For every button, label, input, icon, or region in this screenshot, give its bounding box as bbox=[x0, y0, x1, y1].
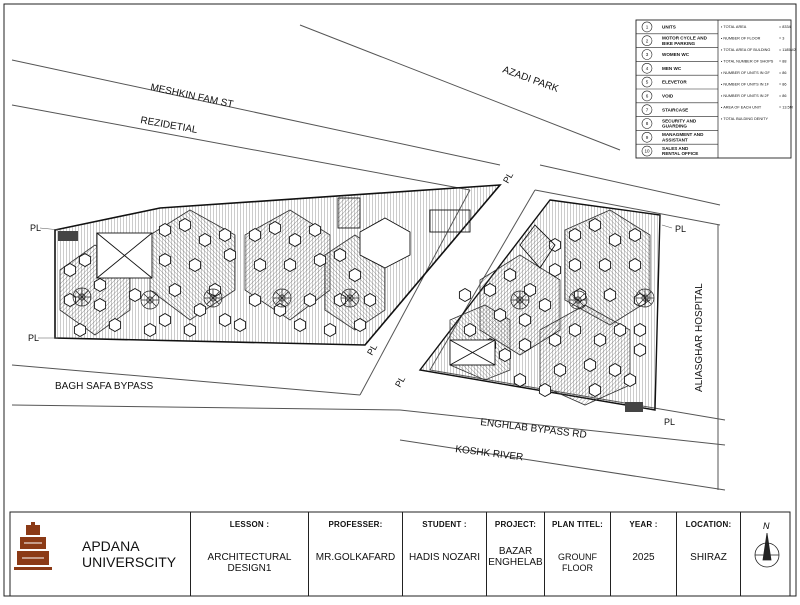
shop-unit bbox=[304, 294, 315, 307]
shop-unit bbox=[504, 269, 515, 282]
shop-unit bbox=[609, 234, 620, 247]
project-value: BAZAR ENGHELAB bbox=[488, 546, 543, 568]
stat-value: = 3 bbox=[779, 36, 785, 41]
shop-unit bbox=[334, 249, 345, 262]
legend-label: BIKE PARKING bbox=[662, 40, 696, 46]
azadi-park-label: AZADI PARK bbox=[500, 64, 560, 95]
legend-number: 6 bbox=[645, 93, 649, 99]
shop-unit bbox=[499, 349, 510, 362]
shop-unit bbox=[569, 324, 580, 337]
shop-unit bbox=[519, 339, 530, 352]
year-label: YEAR : bbox=[629, 520, 658, 529]
rezidetial-label: REZIDETIAL bbox=[139, 115, 199, 136]
pl-mark: PL bbox=[675, 224, 687, 234]
stat-value: = 86 bbox=[779, 94, 787, 98]
legend-label: GUARDING bbox=[662, 123, 688, 129]
student-value: HADIS NOZARI bbox=[408, 552, 481, 563]
shop-unit bbox=[514, 374, 525, 387]
enghlab-label: ENGHLAB BYPASS RD bbox=[479, 417, 588, 442]
shop-unit bbox=[169, 284, 180, 297]
shop-unit bbox=[604, 289, 615, 302]
title-block-lesson bbox=[190, 512, 308, 596]
shop-unit bbox=[629, 259, 640, 272]
shop-unit bbox=[294, 319, 305, 332]
title-block-location bbox=[676, 512, 740, 596]
shop-unit bbox=[79, 254, 90, 267]
stat-label: ▪ TOTAL NUMBER OF SHOPS bbox=[721, 59, 774, 64]
stat-value: = 1185M2 bbox=[779, 48, 796, 52]
shop-unit bbox=[524, 284, 535, 297]
legend-number: 4 bbox=[645, 65, 649, 71]
legend-label: RENTAL OFFICE bbox=[662, 151, 699, 157]
stat-label: ▪ NUMBER OF UNITS IN 1F bbox=[721, 82, 769, 87]
legend-number: 3 bbox=[645, 52, 649, 58]
shop-unit bbox=[289, 234, 300, 247]
koshk-river-label: KOSHK RIVER bbox=[454, 444, 524, 464]
shop-unit bbox=[234, 319, 245, 332]
professor-label: PROFESSER: bbox=[328, 520, 383, 529]
legend-label: SALES AND bbox=[662, 146, 689, 151]
shop-unit bbox=[159, 254, 170, 267]
legend-label: STAIRCASE bbox=[662, 107, 689, 113]
lesson-label: LESSON : bbox=[229, 520, 270, 529]
shop-unit bbox=[129, 289, 140, 302]
shop-unit bbox=[194, 304, 205, 317]
lesson-value: ARCHITECTURAL DESIGN1 bbox=[207, 552, 292, 574]
stat-value: = 86 bbox=[779, 71, 787, 75]
pl-mark: PL bbox=[393, 374, 408, 389]
stat-label: ▪ TOTAL AREA OF BULDING bbox=[721, 48, 771, 52]
shop-unit bbox=[254, 259, 265, 272]
hospital-label: ALIASGHAR HOSPITAL bbox=[694, 283, 705, 392]
shop-unit bbox=[589, 384, 600, 397]
shop-unit bbox=[189, 259, 200, 272]
legend-table bbox=[636, 20, 796, 158]
corner-block-left bbox=[58, 231, 78, 241]
university-name: APDANA UNIVERSCITY bbox=[82, 538, 177, 570]
legend-number: 5 bbox=[645, 79, 649, 85]
shop-unit bbox=[609, 364, 620, 377]
project-label: PROJECT: bbox=[494, 520, 537, 529]
year-value: 2025 bbox=[632, 552, 655, 563]
legend-label: SECURITY AND bbox=[662, 118, 697, 124]
legend-number: 1 bbox=[645, 24, 649, 30]
shop-unit bbox=[284, 259, 295, 272]
location-label: LOCATION: bbox=[685, 520, 732, 529]
legend-label: MEN WC bbox=[662, 65, 682, 71]
stat-label: ▪ NUMBER OF UNITS IN GF bbox=[721, 71, 770, 75]
shop-unit bbox=[554, 364, 565, 377]
shop-unit bbox=[249, 229, 260, 242]
shop-unit bbox=[349, 269, 360, 282]
shop-unit bbox=[629, 229, 640, 242]
shop-unit bbox=[634, 324, 645, 337]
title-block-professor bbox=[308, 512, 402, 596]
north-letter: N bbox=[763, 521, 770, 531]
pl-mark: PL bbox=[365, 342, 380, 357]
shop-unit bbox=[74, 324, 85, 337]
shop-unit bbox=[314, 254, 325, 267]
shop-unit bbox=[364, 294, 375, 307]
shop-unit bbox=[634, 344, 645, 357]
legend-number: 8 bbox=[645, 121, 649, 127]
stat-label: ▪ NUMBER OF FLOOR bbox=[721, 36, 761, 41]
shop-unit bbox=[569, 259, 580, 272]
shop-unit bbox=[354, 319, 365, 332]
shop-unit bbox=[109, 319, 120, 332]
shop-unit bbox=[144, 324, 155, 337]
meshkin-street-label: MESHKIN FAM ST bbox=[149, 82, 235, 111]
legend-number: 9 bbox=[645, 134, 649, 140]
legend-number: 7 bbox=[645, 107, 649, 113]
shop-unit bbox=[594, 334, 605, 347]
legend-label: ELEVETOR bbox=[662, 79, 687, 85]
legend-label: MANAGMENT AND bbox=[662, 132, 704, 138]
pl-mark: PL bbox=[501, 170, 516, 185]
shop-unit bbox=[464, 324, 475, 337]
stat-label: ▪ NUMBER OF UNITS IN 2F bbox=[721, 94, 769, 98]
shop-unit bbox=[179, 219, 190, 232]
shop-unit bbox=[159, 224, 170, 237]
stat-value: = 8334 bbox=[779, 25, 791, 29]
shop-unit bbox=[209, 284, 220, 297]
title-block-plan bbox=[544, 512, 610, 596]
shop-unit bbox=[274, 304, 285, 317]
professor-value: MR.GOLKAFARD bbox=[315, 552, 396, 563]
pl-mark: PL bbox=[664, 417, 676, 427]
shop-unit bbox=[484, 284, 495, 297]
shop-unit bbox=[64, 294, 75, 307]
shop-unit bbox=[624, 374, 635, 387]
stat-value: = 86 bbox=[779, 82, 787, 87]
shop-unit bbox=[599, 259, 610, 272]
legend-label: ASSISTANT bbox=[662, 137, 688, 143]
shop-unit bbox=[249, 294, 260, 307]
stat-value: = 88 bbox=[779, 59, 787, 64]
shop-unit bbox=[549, 334, 560, 347]
shop-unit bbox=[569, 229, 580, 242]
pl-mark: PL bbox=[28, 333, 40, 343]
stat-label: ▪ TOTAL AREA bbox=[721, 25, 747, 29]
shop-unit bbox=[549, 264, 560, 277]
shop-unit bbox=[459, 289, 470, 302]
title-block-year bbox=[610, 512, 676, 596]
university-logo-icon bbox=[14, 522, 52, 570]
location-value: SHIRAZ bbox=[690, 552, 727, 563]
shop-unit bbox=[219, 229, 230, 242]
shop-unit bbox=[519, 314, 530, 327]
legend-label: WOMEN WC bbox=[662, 52, 690, 58]
shop-unit bbox=[219, 314, 230, 327]
title-block-student bbox=[402, 512, 486, 596]
shop-unit bbox=[539, 384, 550, 397]
shop-unit bbox=[94, 299, 105, 312]
stat-value: = 13.5M bbox=[779, 105, 793, 110]
legend-number: 10 bbox=[644, 148, 650, 154]
title-block-university bbox=[60, 512, 190, 596]
shop-unit bbox=[159, 314, 170, 327]
stat-label: ▪ TOTAL BULDING DENITY bbox=[721, 117, 768, 121]
shop-unit bbox=[494, 309, 505, 322]
legend-label: UNITS bbox=[662, 24, 676, 30]
legend-label: VOID bbox=[662, 93, 674, 99]
shop-unit bbox=[94, 279, 105, 292]
shop-unit bbox=[614, 324, 625, 337]
shop-unit bbox=[589, 219, 600, 232]
legend-number: 2 bbox=[645, 38, 649, 44]
shop-unit bbox=[574, 289, 585, 302]
shop-unit bbox=[184, 324, 195, 337]
shop-unit bbox=[224, 249, 235, 262]
bagh-safa-label: BAGH SAFA BYPASS bbox=[55, 381, 154, 392]
shop-unit bbox=[539, 299, 550, 312]
shop-unit bbox=[269, 222, 280, 235]
legend-label: MOTOR CYCLE AND bbox=[662, 35, 707, 41]
shop-unit bbox=[324, 324, 335, 337]
shop-unit bbox=[199, 234, 210, 247]
stat-label: ▪ AREA OF EACH UNIT bbox=[721, 105, 762, 110]
title-block-north bbox=[740, 512, 790, 596]
shop-unit bbox=[584, 359, 595, 372]
title-block-project bbox=[486, 512, 544, 596]
student-label: STUDENT : bbox=[422, 520, 467, 529]
plan-label: PLAN TITEL: bbox=[551, 520, 604, 529]
shop-unit bbox=[309, 224, 320, 237]
pl-mark: PL bbox=[30, 223, 42, 233]
plan-value: GROUNF FLOOR bbox=[558, 552, 597, 573]
corner-block-right bbox=[625, 402, 643, 412]
shop-unit bbox=[64, 264, 75, 277]
